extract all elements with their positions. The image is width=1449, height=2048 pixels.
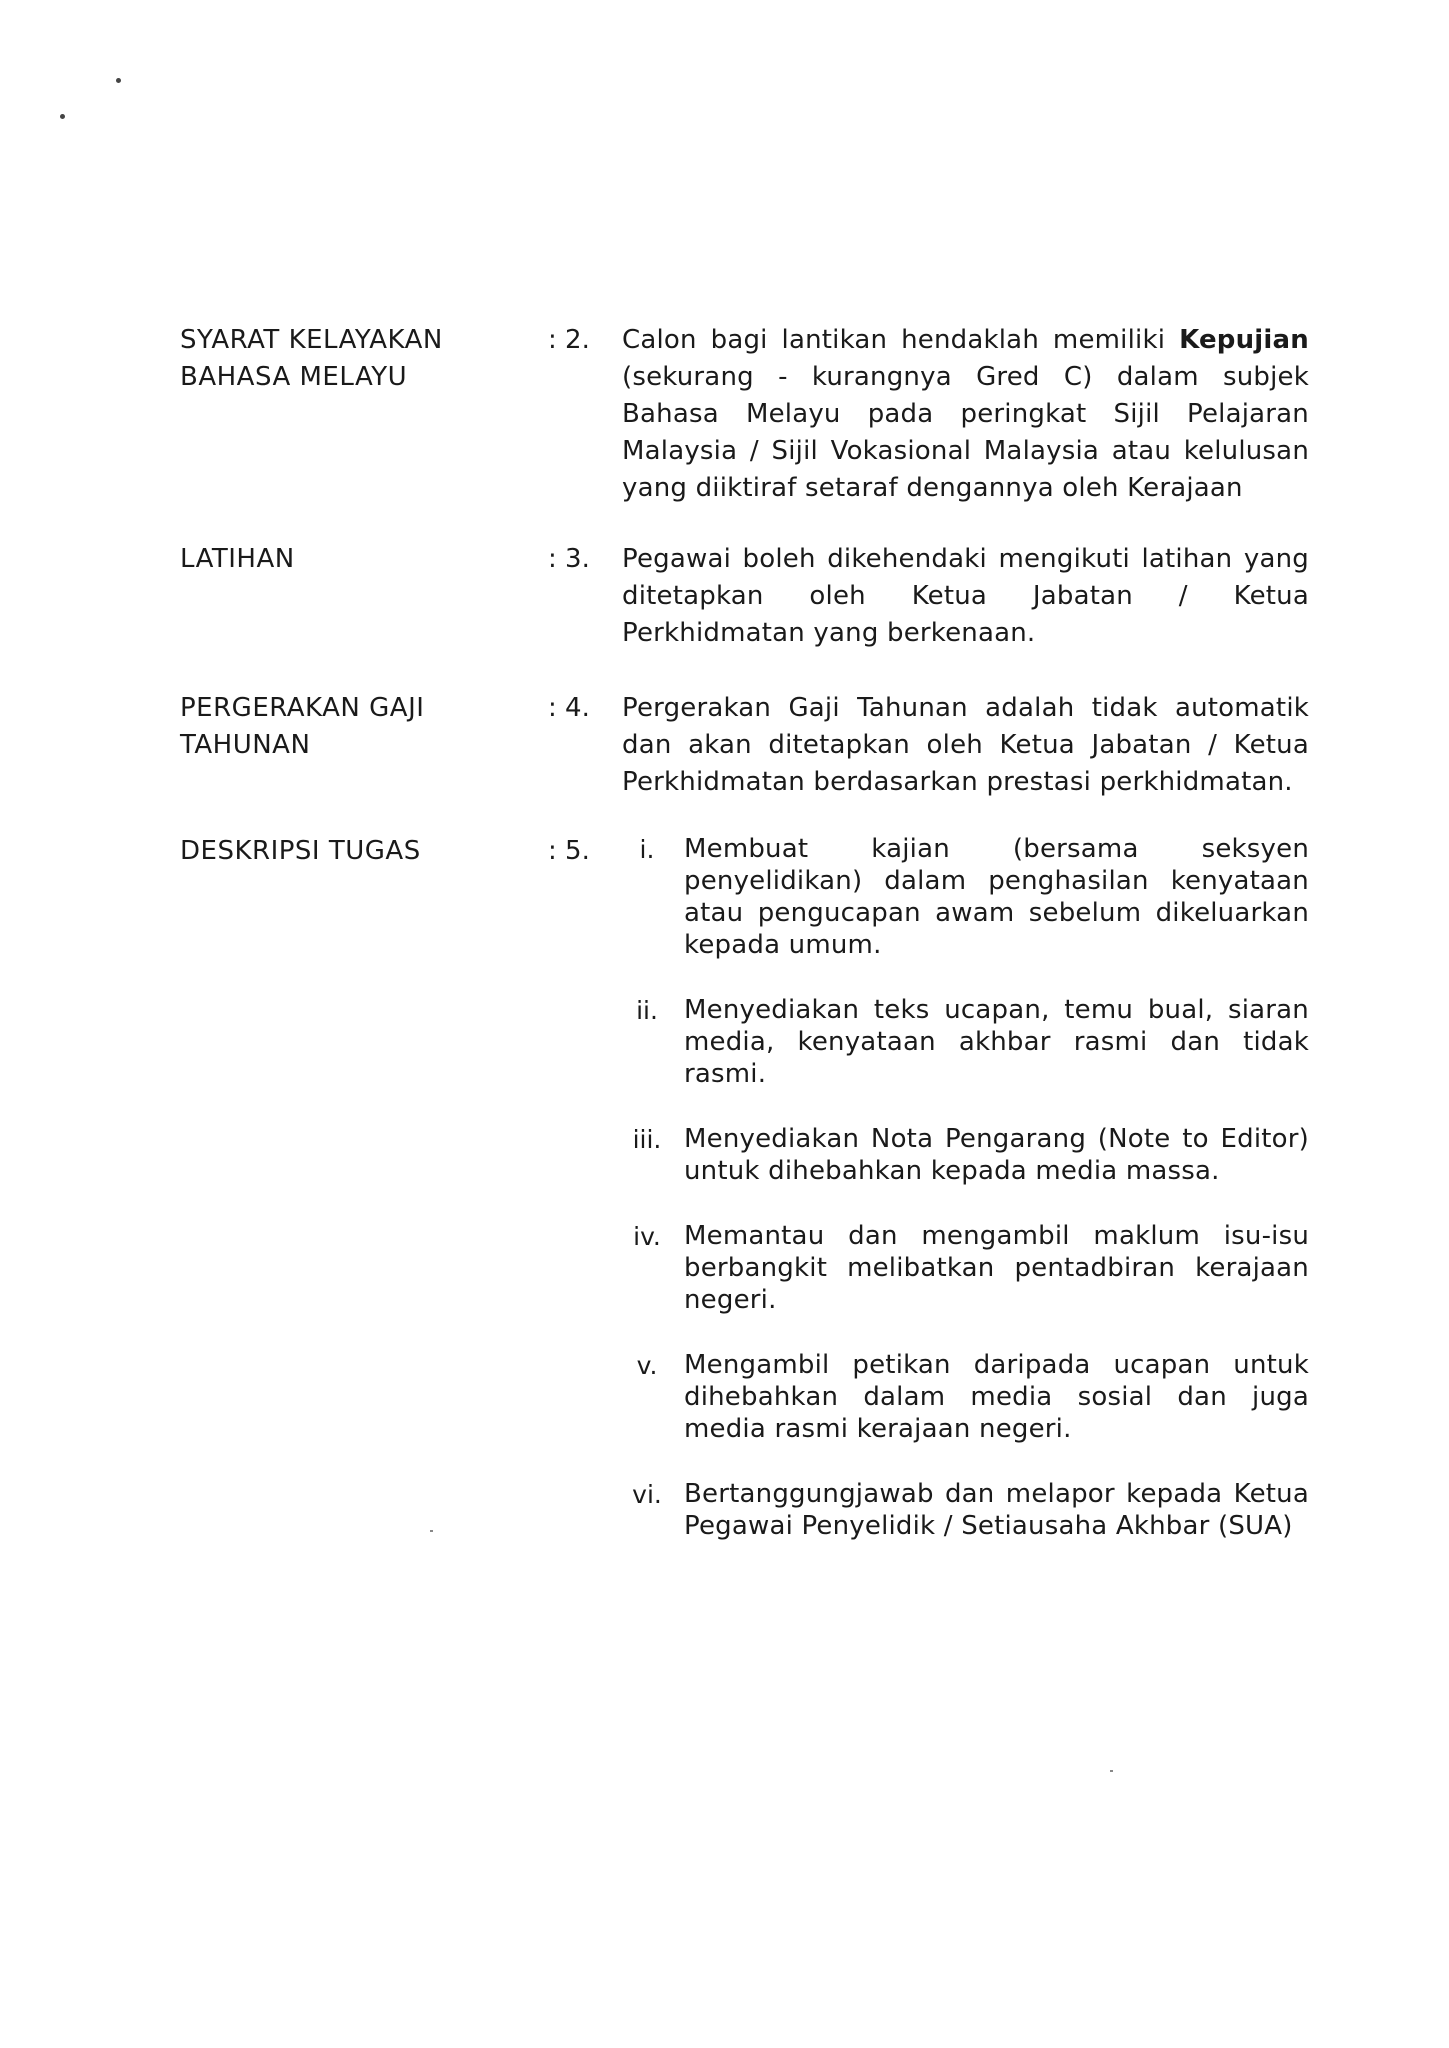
section-label <box>180 541 510 578</box>
scan-speck <box>430 1530 433 1532</box>
scan-speck <box>1110 1770 1113 1772</box>
label-line: BAHASA MELAYU <box>180 362 408 392</box>
duty-text: Menyediakan Nota Pengarang (Note to Editor) untuk dihebahkan kepada media massa. <box>684 1124 1309 1186</box>
duty-item <box>622 833 1309 961</box>
duty-text: Memantau dan mengambil maklum isu-isu berbangkit melibatkan pentadbiran kerajaan negeri. <box>684 1221 1309 1315</box>
duty-item <box>622 1123 1309 1187</box>
section-label <box>180 833 510 870</box>
label-line: DESKRIPSI TUGAS <box>180 836 421 866</box>
section-number: : 3. <box>548 544 590 574</box>
scan-speck <box>116 78 121 83</box>
duty-text: Menyediakan teks ucapan, temu bual, siaran media, kenyataan akhbar rasmi dan tidak rasmi. <box>684 995 1309 1089</box>
section-number: : 5. <box>548 836 590 866</box>
label-line: PERGERAKAN GAJI <box>180 693 425 723</box>
label-line: LATIHAN <box>180 544 295 574</box>
duty-text: Bertanggungjawab dan melapor kepada Ketua Pegawai Penyelidik / Setiausaha Akhbar (SUA) <box>684 1479 1309 1541</box>
duty-number: ii. <box>636 996 658 1025</box>
section-number: : 4. <box>548 693 590 723</box>
bold-keyword: Kepujian <box>1179 325 1309 355</box>
section-label <box>180 690 510 764</box>
section-text: Pergerakan Gaji Tahunan adalah tidak automatik dan akan ditetapkan oleh Ketua Jabatan / Ketua Perkhidmatan berdasarkan prestasi perkhidmatan. <box>622 693 1309 797</box>
duty-item <box>622 994 1309 1090</box>
duty-number: i. <box>639 835 655 864</box>
duty-text: Membuat kajian (bersama seksyen penyelidikan) dalam penghasilan kenyataan atau pengucapan awam sebelum dikeluarkan kepada umum. <box>684 834 1309 960</box>
duty-item <box>622 1349 1309 1445</box>
duty-item <box>622 1220 1309 1316</box>
duty-number: v. <box>636 1351 658 1380</box>
scan-speck <box>60 114 65 119</box>
duty-text: Mengambil petikan daripada ucapan untuk dihebahkan dalam media sosial dan juga media rasmi kerajaan negeri. <box>684 1350 1309 1444</box>
duty-item <box>622 1478 1309 1542</box>
text-part: (sekurang - kurangnya Gred C) dalam subjek Bahasa Melayu pada peringkat Sijil Pelajaran Malaysia / Sijil Vokasional Malaysia atau kelulusan yang diiktiraf setaraf dengannya oleh Kerajaan <box>622 362 1309 503</box>
label-line: TAHUNAN <box>180 730 311 760</box>
section-text <box>622 322 1309 507</box>
text-part: Calon bagi lantikan hendaklah memiliki <box>622 325 1180 355</box>
duty-number: iii. <box>632 1125 662 1154</box>
duty-list <box>622 833 1309 1542</box>
duty-number: vi. <box>632 1480 662 1509</box>
section-number: : 2. <box>548 325 590 355</box>
section-label <box>180 322 510 396</box>
label-line: SYARAT KELAYAKAN <box>180 325 443 355</box>
section-text: Pegawai boleh dikehendaki mengikuti latihan yang ditetapkan oleh Ketua Jabatan / Ketua Perkhidmatan yang berkenaan. <box>622 544 1309 648</box>
duty-number: iv. <box>633 1222 661 1251</box>
